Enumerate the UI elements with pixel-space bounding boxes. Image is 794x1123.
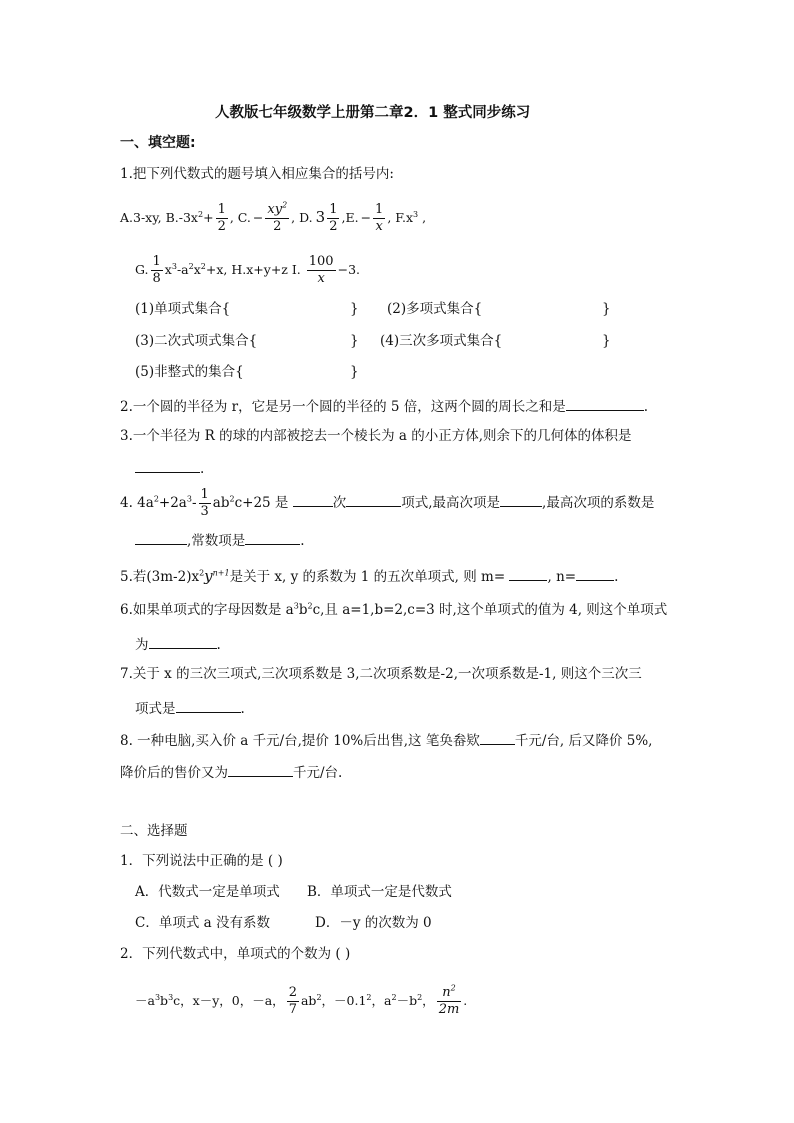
option-g: G. <box>135 262 149 277</box>
set-non-integral: (5)非整式的集合{ <box>135 364 244 380</box>
choice-q1-option-c[interactable]: C．单项式 a 没有系数 <box>135 915 270 931</box>
answer-blank[interactable] <box>346 494 401 507</box>
choice-q1-option-b[interactable]: B．单项式一定是代数式 <box>307 884 452 900</box>
fraction-d: $\frac{1}{2}$ <box>329 202 338 234</box>
option-c: , C. <box>229 210 251 225</box>
section-heading-choice: 二、选择题 <box>120 823 188 839</box>
q1-text: 1.把下列代数式的题号填入相应集合的括号内: <box>120 166 394 182</box>
option-b: $B.-3x^2+$ <box>165 209 214 225</box>
answer-blank[interactable] <box>509 568 547 581</box>
q2: 2.一个圆的半径为 r，它是另一个圆的半径的 5 倍，这两个圆的周长之和是 . <box>120 399 649 415</box>
answer-blank[interactable] <box>245 532 300 545</box>
option-e: ,E. <box>341 210 359 225</box>
set-cubic-close: } <box>602 333 611 349</box>
answer-blank[interactable] <box>228 764 293 777</box>
fraction-e: $\frac{1}{x}$ <box>375 202 384 234</box>
choice-q1-option-d[interactable]: D．－y 的次数为 0 <box>315 915 432 931</box>
answer-blank[interactable] <box>566 398 644 411</box>
set-polynomial: (2)多项式集合{ <box>387 301 483 317</box>
q3-line2: . <box>135 460 204 477</box>
q6-line2: 为 . <box>135 637 221 653</box>
choice-q2-expressions: $-a^3b^3c$，x－y，0，－a， $\frac{2}{7}$ $ab^2$，$-0.1^2$，$a^2-b^2$， $\frac{n^2}{2m}$ . <box>135 983 468 1017</box>
q8-line1: 8. 一种电脑,买入价 a 千元/台,提价 10%后出售,这 笔奂畚欵 千元/台, 后又降价 5%, <box>120 733 653 749</box>
answer-blank[interactable] <box>293 494 333 507</box>
set-monomial: (1)单项式集合{ <box>135 301 231 317</box>
q1-options-line1: A.3-xy, $B.-3x^2+$ $\frac{1}{2}$ , C. − $\frac{xy^2}{2}$ , D. 3 $\frac{1}{2}$ ,E. − $\frac{1}{x}$ , $F.x^3$ , <box>120 200 427 234</box>
set-quadratic-close: } <box>350 333 359 349</box>
fraction-i: $\frac{100}{x}$ <box>308 254 334 286</box>
choice-q2: 2．下列代数式中，单项式的个数为 ( ) <box>120 946 351 962</box>
answer-blank[interactable] <box>176 700 241 713</box>
option-i: −3. <box>337 262 360 277</box>
choice-q1-option-a[interactable]: A．代数式一定是单项式 <box>135 884 280 900</box>
section-heading-fill-blank: 一、填空题: <box>120 135 196 151</box>
page-title: 人教版七年级数学上册第二章2．1 整式同步练习 <box>215 105 531 121</box>
q4-line1: 4. $4a^2+2a^3-$ $\frac{1}{3}$ $ab^2c+25$ 是 次 项式,最高次项是 ,最高次项的系数是 <box>120 487 655 519</box>
q6-line1: 6.如果单项式的字母因数是 $a^3b^2c$,且 a=1,b=2,c=3 时,这个单项式的值为 4, 则这个单项式 <box>120 601 668 618</box>
fraction-c: $\frac{xy^2}{2}$ <box>267 200 288 234</box>
fraction-g: $\frac{1}{8}$ <box>152 254 161 286</box>
q4-line2: ,常数项是 . <box>135 532 305 549</box>
fraction-two-sevenths: $\frac{2}{7}$ <box>288 985 297 1017</box>
answer-blank[interactable] <box>576 568 614 581</box>
option-f: , $F.x^3$ , <box>387 209 427 225</box>
set-non-integral-close: } <box>350 364 359 380</box>
set-quadratic: (3)二次式项式集合{ <box>135 333 258 349</box>
answer-blank[interactable] <box>135 532 187 545</box>
q8-line2: 降价后的售价又为 千元/台. <box>120 765 343 781</box>
answer-blank[interactable] <box>480 732 515 745</box>
q5: 5.若$(3m-2)x^2y^{n+1}$是关于 x, y 的系数为 1 的五次单项式, 则 m= , n= . <box>120 567 619 585</box>
answer-blank[interactable] <box>149 636 217 649</box>
set-monomial-close: } <box>350 301 359 317</box>
option-h: +x, H.x+y+z I. <box>205 262 301 277</box>
fraction-b: $\frac{1}{2}$ <box>217 202 226 234</box>
option-d: , D. <box>291 210 313 225</box>
q3-line1: 3.一个半径为 R 的球的内部被挖去一个棱长为 a 的小正方体,则余下的几何体的体积是 <box>120 428 632 444</box>
q7-line2: 项式是 . <box>135 701 245 717</box>
fraction-n2-over-2m: $\frac{n^2}{2m}$ <box>438 983 460 1017</box>
answer-blank[interactable] <box>135 460 200 473</box>
q1-options-line2: G. $\frac{1}{8}$ $x^3-a^2x^2+x$, H.x+y+z I. $\frac{100}{x}$ −3. <box>135 254 360 286</box>
fraction-q4: $\frac{1}{3}$ <box>200 487 209 519</box>
set-polynomial-close: } <box>602 301 611 317</box>
choice-q1: 1．下列说法中正确的是 ( ) <box>120 853 283 869</box>
option-a: A.3-xy, <box>120 210 162 225</box>
answer-blank[interactable] <box>500 494 542 507</box>
q7-line1: 7.关于 x 的三次三项式,三次项系数是 3,二次项系数是-2,一次项系数是-1, 则这个三次三 <box>120 666 642 682</box>
set-cubic: (4)三次多项式集合{ <box>380 333 503 349</box>
